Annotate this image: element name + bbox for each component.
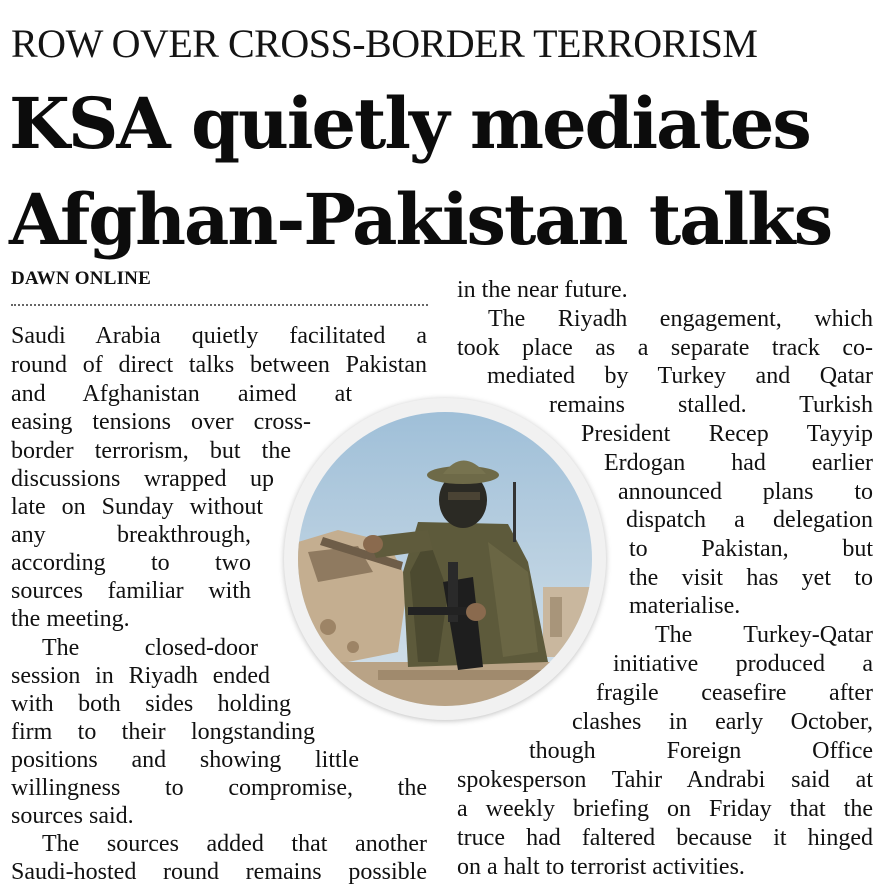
body-line: clashes in early October, <box>572 709 873 735</box>
body-line: round of direct talks between Pakistan <box>11 352 427 378</box>
body-line: and Afghanistan aimed at <box>11 381 352 407</box>
dotted-divider <box>11 304 428 306</box>
body-line: fragile ceasefire after <box>596 680 873 706</box>
kicker-headline: ROW OVER CROSS-BORDER TERRORISM <box>11 21 758 66</box>
body-line: took place as a separate track co- <box>457 335 873 361</box>
body-line: spokesperson Tahir Andrabi said at <box>457 767 873 793</box>
body-line: a weekly briefing on Friday that the <box>457 796 873 822</box>
body-line: Saudi Arabia quietly facilitated a <box>11 323 427 349</box>
body-line: session in Riyadh ended <box>11 663 270 689</box>
headline-line-2: Afghan-Pakistan talks <box>9 178 832 261</box>
body-line: The sources added that another <box>42 831 427 857</box>
body-line: on a halt to terrorist activities. <box>457 854 745 880</box>
body-line: positions and showing little <box>11 747 359 773</box>
body-line: Erdogan had earlier <box>604 450 873 476</box>
body-line: in the near future. <box>457 277 628 303</box>
body-line: Saudi-hosted round remains possible <box>11 859 427 885</box>
body-line: materialise. <box>629 593 741 619</box>
body-line: initiative produced a <box>613 651 873 677</box>
byline: DAWN ONLINE <box>11 268 151 289</box>
body-line: announced plans to <box>618 479 873 505</box>
body-line: The Riyadh engagement, which <box>488 306 873 332</box>
body-line: firm to their longstanding <box>11 719 315 745</box>
body-line: the visit has yet to <box>629 565 873 591</box>
body-line: sources said. <box>11 803 134 829</box>
body-line: The Turkey-Qatar <box>655 622 873 648</box>
body-line: President Recep Tayyip <box>581 421 873 447</box>
body-line: easing tensions over cross- <box>11 409 311 435</box>
body-line: late on Sunday without <box>11 494 263 520</box>
body-line: truce had faltered because it hinged <box>457 825 873 851</box>
body-line: though Foreign Office <box>529 738 873 764</box>
headline-line-1: KSA quietly mediates <box>9 82 810 165</box>
body-line: The closed-door <box>42 635 258 661</box>
body-line: to Pakistan, but <box>629 536 873 562</box>
body-line: willingness to compromise, the <box>11 775 427 801</box>
body-line: with both sides holding <box>11 691 291 717</box>
body-line: the meeting. <box>11 606 130 632</box>
body-line: dispatch a delegation <box>626 507 873 533</box>
body-line: according to two <box>11 550 251 576</box>
body-line: mediated by Turkey and Qatar <box>487 363 873 389</box>
body-line: discussions wrapped up <box>11 466 274 492</box>
body-line: border terrorism, but the <box>11 438 291 464</box>
body-line: any breakthrough, <box>11 522 251 548</box>
body-line: sources familiar with <box>11 578 251 604</box>
main-headline <box>9 76 884 268</box>
body-line: remains stalled. Turkish <box>549 392 873 418</box>
soldier-photo <box>298 412 592 706</box>
